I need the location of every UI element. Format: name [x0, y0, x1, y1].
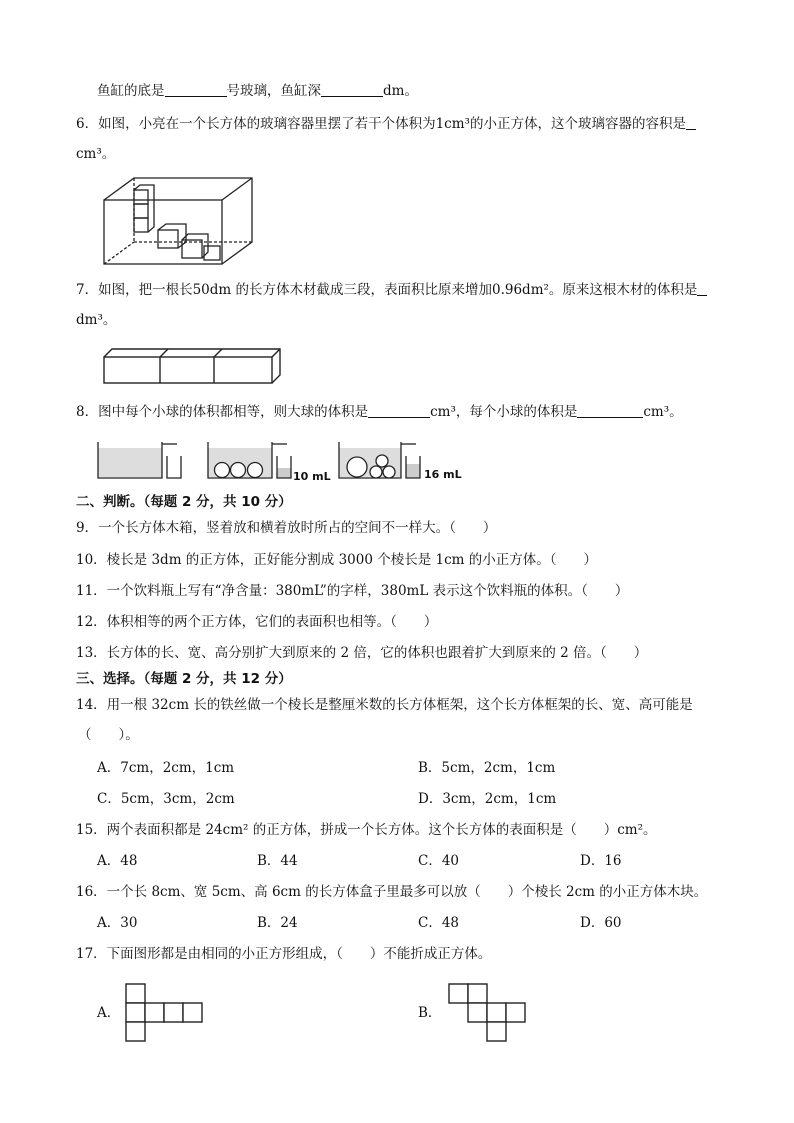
section2-heading: 二、判断。（每题 2 分，共 10 分） [76, 494, 292, 510]
q14-option-d[interactable]: D．3cm，2cm，1cm [418, 791, 557, 807]
q5-blank-1[interactable] [165, 82, 227, 97]
q8-cup3-label: 16 mL [424, 468, 462, 481]
q17-option-b-label[interactable]: B． [418, 1005, 442, 1021]
q6-text: 6．如图，小亮在一个长方体的玻璃容器里摆了若干个体积为1cm³的小正方体，这个玻璃容器的容积是 [76, 116, 686, 132]
q7-blank[interactable] [697, 281, 707, 296]
q5-text-c: dm。 [383, 83, 418, 99]
q14-line1: 14．用一根 32cm 长的铁丝做一个棱长是整厘米数的长方体框架，这个长方体框架的长、宽、高可能是 [76, 697, 693, 713]
q14-option-b[interactable]: B．5cm，2cm，1cm [418, 760, 556, 776]
q15-question: 15．两个表面积都是 24cm² 的正方体，拼成一个长方体。这个长方体的表面积是（ ）cm²。 [76, 822, 657, 838]
judge-item-12: 12．体积相等的两个正方体，它们的表面积也相等。（ ） [76, 614, 438, 630]
q5-text-b: 号玻璃，鱼缸深 [226, 83, 321, 99]
q7-unit: dm³。 [76, 312, 117, 328]
q17-option-a-label[interactable]: A． [97, 1005, 121, 1021]
q6-glass-container-figure [100, 170, 260, 270]
q15-option-a[interactable]: A．48 [97, 853, 138, 869]
q8-cup2-label: 10 mL [293, 470, 331, 483]
q17-net-b-figure [447, 982, 529, 1044]
q8-text-c: cm³。 [643, 404, 683, 420]
q6-unit: cm³。 [76, 146, 116, 162]
q8-balls-figure [95, 432, 470, 484]
q7-text: 7．如图，把一根长50dm 的长方体木材截成三段，表面积比原来增加0.96dm²。原来这根木材的体积是 [76, 282, 698, 298]
q17-question: 17．下面图形都是由相同的小正方形组成，（ ）不能折成正方体。 [76, 946, 492, 962]
q8-line [76, 403, 683, 421]
q17-net-a-figure [124, 982, 206, 1044]
q8-blank-2[interactable] [577, 403, 643, 418]
q15-option-d[interactable]: D．16 [580, 853, 622, 869]
q16-option-d[interactable]: D．60 [580, 915, 622, 931]
q14-line2: （ ）。 [78, 727, 139, 743]
q5-text-a: 鱼缸的底是 [97, 83, 165, 99]
q16-question: 16．一个长 8cm、宽 5cm、高 6cm 的长方体盒子里最多可以放（ ）个棱长 2cm 的小正方体木块。 [76, 884, 708, 900]
q16-option-b[interactable]: B．24 [257, 915, 298, 931]
q16-option-c[interactable]: C．48 [418, 915, 460, 931]
judge-item-10: 10．棱长是 3dm 的正方体，正好能分割成 3000 个棱长是 1cm 的小正方体。（ ） [76, 552, 598, 568]
q7-line [76, 281, 707, 299]
q8-text-b: cm³，每个小球的体积是 [430, 404, 578, 420]
q5-blank-2[interactable] [321, 82, 383, 97]
judge-item-11: 11．一个饮料瓶上写有“净含量：380mL”的字样，380mL 表示这个饮料瓶的体积。（ ） [76, 583, 629, 599]
q8-blank-1[interactable] [368, 403, 430, 418]
q14-option-c[interactable]: C．5cm，3cm，2cm [97, 791, 235, 807]
q14-option-a[interactable]: A．7cm，2cm，1cm [97, 760, 235, 776]
q5-line [97, 82, 418, 100]
q8-text-a: 8．图中每个小球的体积都相等，则大球的体积是 [76, 404, 369, 420]
q15-option-c[interactable]: C．40 [418, 853, 460, 869]
q16-option-a[interactable]: A．30 [97, 915, 138, 931]
q6-line [76, 115, 696, 133]
judge-item-9: 9．一个长方体木箱，竖着放和横着放时所占的空间不一样大。（ ） [76, 520, 497, 536]
section3-heading: 三、选择。（每题 2 分，共 12 分） [76, 671, 292, 687]
q7-wood-bar-figure [100, 345, 285, 390]
q6-blank[interactable] [686, 115, 696, 130]
judge-item-13: 13．长方体的长、宽、高分别扩大到原来的 2 倍，它的体积也跟着扩大到原来的 2 倍。（ ） [76, 645, 648, 661]
q15-option-b[interactable]: B．44 [257, 853, 298, 869]
